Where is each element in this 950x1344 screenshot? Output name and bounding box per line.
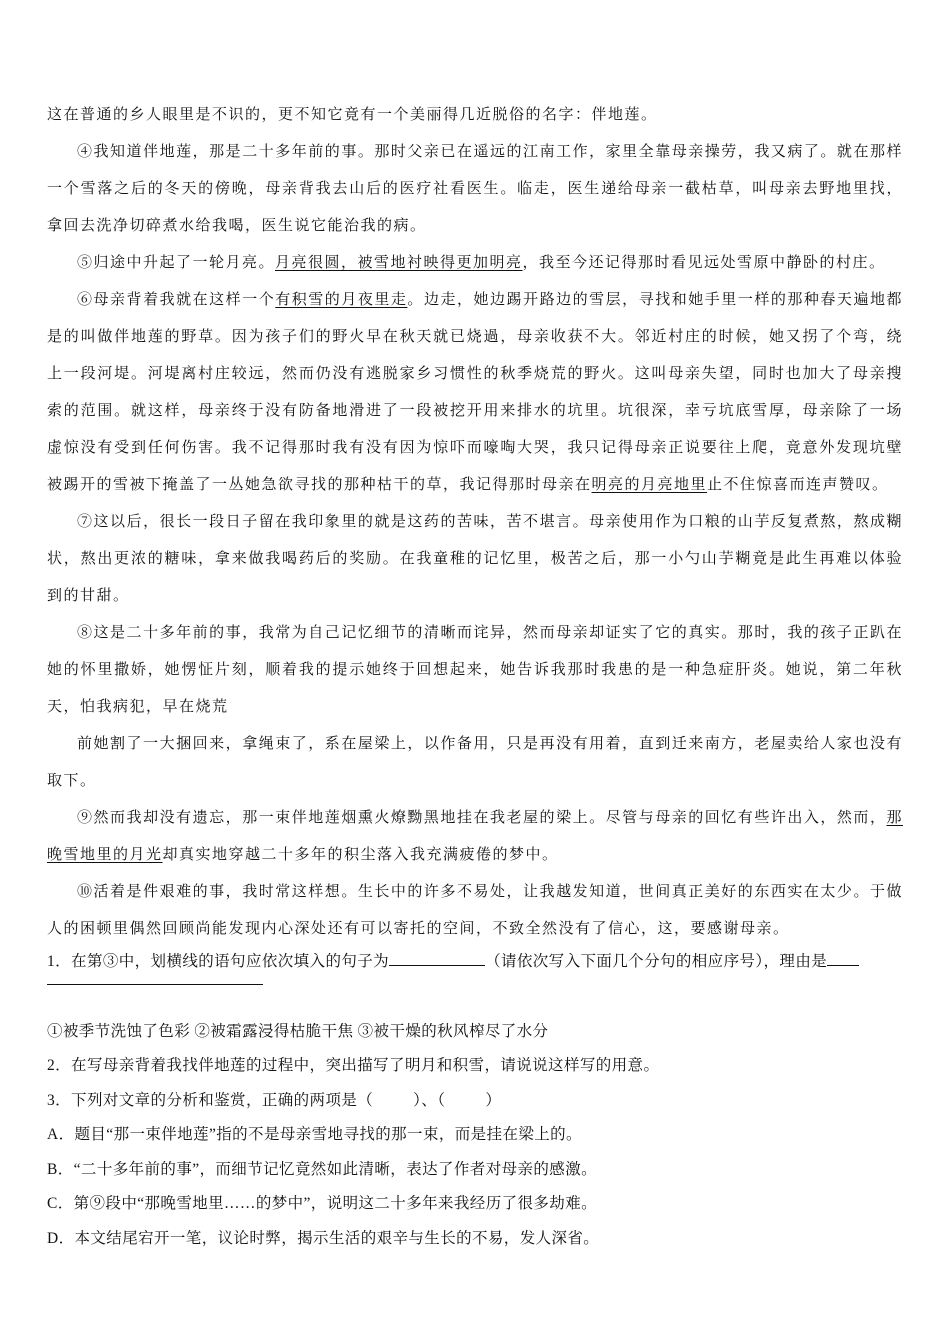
paragraph-4: ④我知道伴地莲，那是二十多年前的事。那时父亲已在遥远的江南工作，家里全靠母亲操劳，我又病了。就在那样一个雪落之后的冬天的傍晚，母亲背我去山后的医疗社看医生。临走，医生递给母亲一截枯草，叫母亲去野地里找，拿回去洗净切碎煮水给我喝，医生说它能治我的病。 — [47, 142, 903, 234]
p6-text-a: ⑥母亲背着我就在这样一个 — [77, 290, 276, 308]
p5-text-a: ⑤归途中升起了一轮月亮。 — [77, 253, 276, 271]
option-b: B．“二十多年前的事”，而细节记忆竟然如此清晰，表达了作者对母亲的感激。 — [47, 1160, 597, 1178]
p6-underlined-1: 有积雪的月夜里走 — [275, 290, 408, 308]
answer-blank[interactable] — [389, 964, 485, 966]
q1-text-b: （请依次写入下面几个分句的相应序号），理由是 — [485, 953, 828, 970]
question-1-options: ①被季节洗蚀了色彩 ②被霜露浸得枯脆干焦 ③被干燥的秋风榨尽了水分 — [47, 1022, 549, 1040]
q3-text-c: ） — [485, 1091, 502, 1109]
p6-underlined-2: 明亮的月亮地里 — [591, 475, 708, 493]
document-page — [47, 96, 903, 1256]
paragraph-9 — [47, 799, 903, 873]
paragraph-10: ⑩活着是件艰难的事，我时常这样想。生长中的许多不易处，让我越发知道，世间真正美好的东西实在太少。于做人的困顿里偶然回顾尚能发现内心深处还有可以寄托的空间，不致全然没有了信心，这，要感谢母亲。 — [47, 882, 903, 937]
p9-text-a: ⑨然而我却没有遗忘，那一束伴地莲烟熏火燎黝黑地挂在我老屋的梁上。尽管与母亲的回忆有些许出入，然而， — [77, 808, 887, 826]
option-d: D．本文结尾宕开一笔，议论时弊，揭示生活的艰辛与生长的不易，发人深省。 — [47, 1229, 600, 1247]
question-3 — [47, 1084, 903, 1119]
p6-text-c: 止不住惊喜而连声赞叹。 — [707, 475, 889, 493]
p9-underlined: 那晚雪地里的月光 — [47, 808, 903, 863]
question-2: 2．在写母亲背着我找伴地莲的过程中，突出描写了明月和积雪，请说说这样写的用意。 — [47, 1057, 660, 1074]
question-1 — [47, 945, 903, 980]
passage-intro: 这在普通的乡人眼里是不识的，更不知它竟有一个美丽得几近脱俗的名字：伴地莲。 — [47, 105, 658, 123]
paragraph-7: ⑦这以后，很长一段日子留在我印象里的就是这药的苦味，苦不堪言。母亲使用作为口粮的山芋反复煮熬，熬成糊状，熬出更浓的糖味，拿来做我喝药后的奖励。在我童稚的记忆里，极苦之后，那一小勺山芋糊竟是此生再难以体验到的甘甜。 — [47, 512, 903, 604]
option-a: A．题目“那一束伴地莲”指的不是母亲雪地寻找的那一束，而是挂在梁上的。 — [47, 1126, 582, 1143]
reason-blank[interactable] — [827, 964, 859, 966]
paragraph-8-continued: 前她割了一大捆回来，拿绳束了，系在屋梁上，以作备用，只是再没有用着，直到迁来南方，老屋卖给人家也没有取下。 — [47, 734, 903, 789]
q1-text-a: 1．在第③中，划横线的语句应依次填入的句子为 — [47, 953, 390, 970]
p5-underlined: 月亮很圆，被雪地衬映得更加明亮 — [275, 253, 523, 271]
paragraph-8: ⑧这是二十多年前的事，我常为自己记忆细节的清晰而诧异，然而母亲却证实了它的真实。那时，我的孩子正趴在她的怀里撒娇，她愣怔片刻，顺着我的提示她终于回想起来，她告诉我那时我患的是一种急症肝炎。她说，第二年秋天，怕我病犯，早在烧荒 — [47, 623, 903, 715]
p6-text-b: 。边走，她边踢开路边的雪层，寻找和她手里一样的那种春天遍地都是的叫做伴地莲的野草。因为孩子们的野火早在秋天就已烧過，母亲收获不大。邻近村庄的时候，她又拐了个弯，绕上一段河堤。河堤离村庄较远，然而仍没有逃脱家乡习惯性的秋季烧荒的野火。这叫母亲失望，同时也加大了母亲搜索的范围。就这样，母亲终于没有防备地滑进了一段被挖开用来排水的坑里。坑很深，幸亏坑底雪厚，母亲除了一场虚惊没有受到任何伤害。我不记得那时我有没有因为惊吓而嚎啕大哭，我只记得母亲正说要往上爬，竟意外发现坑壁被踢开的雪被下掩盖了一丛她急欲寻找的那种枯干的草，我记得那时母亲在 — [47, 290, 903, 493]
paragraph-6 — [47, 281, 903, 503]
option-c: C．第⑨段中“那晚雪地里……的梦中”，说明这二十多年来我经历了很多劫难。 — [47, 1195, 597, 1212]
paragraph-5 — [47, 244, 903, 281]
p5-text-b: ，我至今还记得那时看见远处雪原中静卧的村庄。 — [522, 253, 886, 271]
q3-text-b: ）、（ — [413, 1091, 446, 1109]
answer-line[interactable] — [47, 984, 263, 985]
p9-text-b: 却真实地穿越二十多年的积尘落入我充满疲倦的梦中。 — [162, 845, 559, 863]
q3-text-a: 3．下列对文章的分析和鉴赏，正确的两项是（ — [47, 1091, 374, 1109]
